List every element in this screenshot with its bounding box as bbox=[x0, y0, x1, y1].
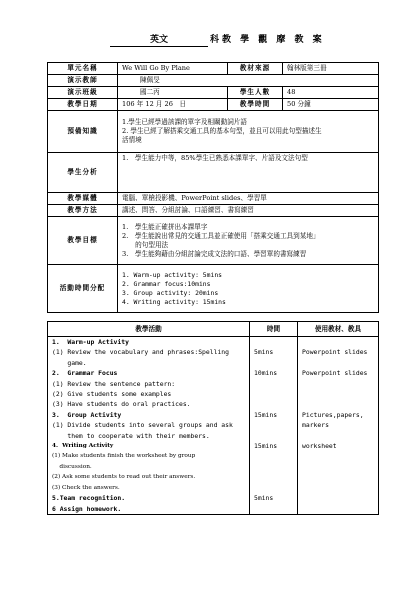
activity-text: discussion. bbox=[52, 463, 92, 470]
method-label: 教學方法 bbox=[48, 205, 118, 217]
activity-materials bbox=[302, 504, 374, 514]
prior-line: 1.學生已經學過該課的單字及相關動詞片語 bbox=[122, 118, 247, 126]
activity-materials: worksheet bbox=[302, 442, 337, 451]
activity-time: 10mins bbox=[254, 369, 278, 378]
media-label: 教學媒體 bbox=[48, 193, 118, 205]
activity-text-cell bbox=[48, 504, 250, 515]
activity-materials-cell bbox=[298, 389, 379, 399]
activities-table bbox=[47, 321, 379, 515]
activity-materials-cell bbox=[298, 462, 379, 472]
activity-text-cell bbox=[48, 399, 250, 409]
unit-label: 單元名稱 bbox=[48, 63, 118, 75]
activity-time: 15mins bbox=[254, 442, 278, 451]
activity-text: (2) Ask some students to read out their answers. bbox=[52, 474, 196, 481]
activity-materials-cell bbox=[298, 431, 379, 441]
activity-time bbox=[254, 379, 293, 389]
activities-body bbox=[48, 337, 379, 515]
activity-time: 15mins bbox=[254, 410, 278, 419]
table-row bbox=[48, 451, 379, 461]
prior-knowledge-value bbox=[118, 111, 379, 153]
activity-text: 2. Grammar Focus bbox=[52, 369, 118, 378]
prior-knowledge-label: 預備知識 bbox=[48, 111, 118, 153]
activity-materials-cell bbox=[298, 358, 379, 368]
activity-time-cell bbox=[250, 483, 298, 493]
method-value: 講述、問答、分組討論、口語練習、書寫練習 bbox=[118, 205, 379, 217]
time-allocation-label: 活動時間分配 bbox=[48, 265, 118, 313]
activity-text: (1) Review the vocabulary and phrases:Spelling bbox=[52, 348, 229, 357]
activity-text-cell bbox=[48, 441, 250, 451]
activity-time bbox=[254, 431, 293, 441]
activity-time-cell bbox=[250, 347, 298, 357]
page-title bbox=[0, 32, 420, 46]
source-value: 翰林版第三冊 bbox=[283, 63, 379, 75]
activity-time-cell bbox=[250, 431, 298, 441]
activity-time-cell bbox=[250, 379, 298, 389]
alloc-line: 2. Grammar focus:10mins bbox=[122, 279, 211, 288]
table-row bbox=[48, 358, 379, 368]
activity-text-cell bbox=[48, 368, 250, 378]
activity-materials-cell bbox=[298, 420, 379, 430]
table-row bbox=[48, 368, 379, 378]
activity-time-cell bbox=[250, 493, 298, 503]
activity-text: (3) Check the answers. bbox=[52, 484, 120, 491]
activity-text-cell bbox=[48, 472, 250, 482]
activity-time-cell bbox=[250, 420, 298, 430]
table-row bbox=[48, 441, 379, 451]
activity-materials bbox=[302, 389, 374, 399]
alloc-line: 1. Warm-up activity: 5mins bbox=[122, 270, 223, 279]
goals-label: 教學目標 bbox=[48, 217, 118, 265]
activity-time bbox=[254, 504, 293, 514]
goal-line: 2. 學生能說出常見的交通工具並正確使用「搭乘交通工具到某地」 bbox=[122, 231, 320, 240]
activity-text: 5.Team recognition. bbox=[52, 494, 126, 503]
table-row bbox=[48, 87, 379, 99]
teacher-value: 陳佩旻 bbox=[118, 75, 379, 87]
activity-materials: Powerpoint slides bbox=[302, 369, 368, 378]
activity-text: (1) Divide students into several groups and ask bbox=[52, 421, 233, 430]
activity-time bbox=[254, 420, 293, 430]
table-row bbox=[48, 472, 379, 482]
activity-header: 教學活動 bbox=[48, 322, 250, 337]
class-value: 國二丙 bbox=[118, 87, 228, 99]
activity-materials bbox=[302, 451, 374, 461]
table-row bbox=[48, 504, 379, 515]
activity-time bbox=[254, 483, 293, 493]
activity-materials-cell bbox=[298, 337, 379, 348]
activity-time-cell bbox=[250, 410, 298, 420]
title-text: 科教 學 觀 摩 教 案 bbox=[210, 35, 325, 45]
teacher-label: 演示教師 bbox=[48, 75, 118, 87]
activity-time bbox=[254, 451, 293, 461]
table-row bbox=[48, 63, 379, 75]
activity-time-cell bbox=[250, 358, 298, 368]
activity-text: them to cooperate with their members. bbox=[52, 431, 210, 440]
goals-value bbox=[118, 217, 379, 265]
table-row bbox=[48, 205, 379, 217]
time-value: 50 分鐘 bbox=[283, 99, 379, 111]
activity-text-cell bbox=[48, 389, 250, 399]
activity-materials bbox=[302, 462, 374, 472]
activity-materials-cell bbox=[298, 451, 379, 461]
activity-time bbox=[254, 389, 293, 399]
time-label: 教學時間 bbox=[228, 99, 283, 111]
activity-time-cell bbox=[250, 451, 298, 461]
activity-materials bbox=[302, 472, 374, 482]
activity-materials bbox=[302, 399, 374, 409]
activity-time bbox=[254, 399, 293, 409]
activity-materials: Pictures,papers, bbox=[302, 410, 364, 419]
date-value: 106 年 12 月 26 日 bbox=[118, 99, 228, 111]
activity-time-cell bbox=[250, 389, 298, 399]
table-row bbox=[48, 379, 379, 389]
activity-time: 5mins bbox=[254, 494, 274, 503]
table-row bbox=[48, 399, 379, 409]
activity-materials-cell bbox=[298, 410, 379, 420]
table-row bbox=[48, 389, 379, 399]
activity-materials-cell bbox=[298, 483, 379, 493]
activity-materials-cell bbox=[298, 399, 379, 409]
activity-time-cell bbox=[250, 441, 298, 451]
time-allocation-value bbox=[118, 265, 379, 313]
prior-line: 2. 學生已經了解搭乘交通工具的基本句型，並且可以用此句型描述生 bbox=[122, 127, 322, 135]
activity-text: 4. Writing Activity bbox=[52, 443, 114, 450]
activity-materials-cell bbox=[298, 368, 379, 378]
activity-text-cell bbox=[48, 410, 250, 420]
activity-materials bbox=[302, 431, 374, 441]
activity-materials bbox=[302, 337, 374, 347]
table-row bbox=[48, 75, 379, 87]
activity-text-cell bbox=[48, 337, 250, 348]
activity-text-cell bbox=[48, 358, 250, 368]
activity-text: 6 Assign homework. bbox=[52, 504, 122, 513]
activity-materials-cell bbox=[298, 504, 379, 515]
media-value: 電腦、單槍投影機、PowerPoint slides、學習單 bbox=[118, 193, 379, 205]
activity-text-cell bbox=[48, 347, 250, 357]
activity-materials-cell bbox=[298, 493, 379, 503]
activity-time bbox=[254, 472, 293, 482]
activity-materials bbox=[302, 483, 374, 493]
activity-time-cell bbox=[250, 368, 298, 378]
activity-time bbox=[254, 462, 293, 472]
activity-time-cell bbox=[250, 399, 298, 409]
student-analysis-label: 學生分析 bbox=[48, 153, 118, 193]
table-row bbox=[48, 431, 379, 441]
activity-time-cell bbox=[250, 504, 298, 515]
activity-text-cell bbox=[48, 462, 250, 472]
activity-text: (2) Give students some examples bbox=[52, 390, 172, 399]
activity-time-cell bbox=[250, 462, 298, 472]
activity-materials-cell bbox=[298, 441, 379, 451]
unit-value: We Will Go By Plane bbox=[118, 63, 228, 75]
alloc-line: 4. Writing activity: 15mins bbox=[122, 297, 226, 306]
activity-text: (3) Have students do oral practices. bbox=[52, 400, 191, 409]
activity-materials: Powerpoint slides bbox=[302, 348, 368, 357]
activity-text-cell bbox=[48, 451, 250, 461]
student-analysis-value bbox=[118, 153, 379, 193]
table-row bbox=[48, 153, 379, 193]
subject-name: 英文 bbox=[110, 32, 208, 47]
table-row bbox=[48, 420, 379, 430]
activity-text: (1) Review the sentence pattern: bbox=[52, 379, 176, 388]
table-row bbox=[48, 193, 379, 205]
activity-text: 1. Warm-up Activity bbox=[52, 338, 129, 346]
activity-text: game. bbox=[52, 358, 87, 367]
analysis-line: 1. 學生能力中等，85%學生已熟悉本課單字、片語及文法句型 bbox=[122, 154, 308, 162]
time-header: 時間 bbox=[250, 322, 298, 337]
table-row bbox=[48, 483, 379, 493]
count-label: 學生人數 bbox=[228, 87, 283, 99]
count-value: 48 bbox=[283, 87, 379, 99]
table-header-row bbox=[48, 322, 379, 337]
activity-text: (1) Make students finish the worksheet by group bbox=[52, 453, 196, 460]
table-row bbox=[48, 410, 379, 420]
table-row bbox=[48, 493, 379, 503]
table-row bbox=[48, 217, 379, 265]
alloc-line: 3. Group activity: 20mins bbox=[122, 288, 219, 297]
table-row bbox=[48, 265, 379, 313]
activity-text-cell bbox=[48, 431, 250, 441]
activity-materials-cell bbox=[298, 347, 379, 357]
activity-time-cell bbox=[250, 337, 298, 348]
goal-line: 3. 學生能夠藉由分組討論完成文法的口語、學習單的書寫練習 bbox=[122, 249, 307, 258]
prior-line: 活情境 bbox=[122, 136, 142, 144]
activity-materials-cell bbox=[298, 379, 379, 389]
activity-text-cell bbox=[48, 493, 250, 503]
activity-time: 5mins bbox=[254, 348, 274, 357]
activity-materials bbox=[302, 493, 374, 503]
lesson-info-table bbox=[47, 62, 379, 313]
table-row bbox=[48, 111, 379, 153]
activity-materials bbox=[302, 358, 374, 368]
materials-header: 使用教材、教具 bbox=[298, 322, 379, 337]
table-row bbox=[48, 347, 379, 357]
activity-materials bbox=[302, 379, 374, 389]
table-row bbox=[48, 337, 379, 348]
goal-line: 1. 學生能正確拼出本課單字 bbox=[122, 222, 208, 231]
table-row bbox=[48, 99, 379, 111]
goal-line: 的句型用法 bbox=[122, 240, 169, 249]
activity-time bbox=[254, 358, 293, 368]
activity-text-cell bbox=[48, 379, 250, 389]
activity-materials-cell bbox=[298, 472, 379, 482]
activity-materials: markers bbox=[302, 421, 329, 430]
source-label: 教材來源 bbox=[228, 63, 283, 75]
activity-time-cell bbox=[250, 472, 298, 482]
activity-text-cell bbox=[48, 483, 250, 493]
table-row bbox=[48, 462, 379, 472]
date-label: 教學日期 bbox=[48, 99, 118, 111]
activity-time bbox=[254, 337, 293, 347]
class-label: 演示班級 bbox=[48, 87, 118, 99]
activity-text-cell bbox=[48, 420, 250, 430]
activity-text: 3. Group Activity bbox=[52, 410, 122, 419]
